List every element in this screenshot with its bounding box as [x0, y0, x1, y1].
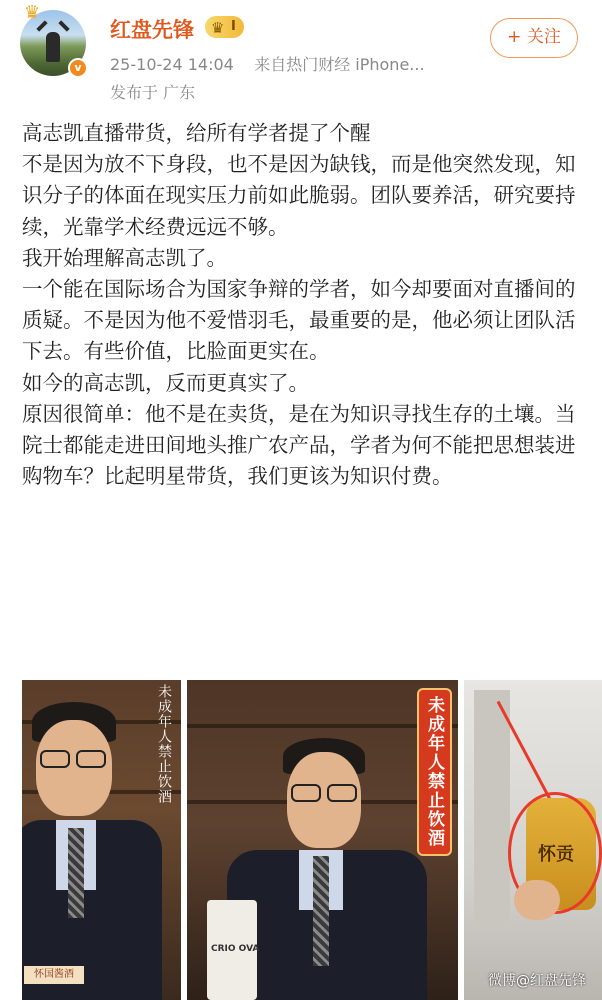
post-paragraph: 不是因为放不下身段，也不是因为缺钱，而是他突然发现，知识分子的体面在现实压力前如此脆弱。团队要养活，研究要持续，光靠学术经费远远不够。 — [22, 152, 576, 239]
verified-icon: v — [68, 58, 88, 78]
crown-badge-icon: ♛ — [211, 19, 225, 37]
post-header — [0, 0, 602, 110]
post-paragraph: 如今的高志凯，反而更真实了。 — [22, 370, 309, 395]
post-timestamp: 25-10-24 14:04 — [110, 55, 234, 74]
post-paragraph: 一个能在国际场合为国家争辩的学者，如今却要面对直播间的质疑。不是因为他不爱惜羽毛，最重要的是，他必须让团队活下去。有些价值，比脸面更实在。 — [22, 277, 576, 364]
watermark: 微博@红盘先锋 — [488, 973, 586, 989]
post-source: 来自热门财经 iPhone... — [254, 55, 425, 74]
post-image-2[interactable] — [187, 680, 458, 1000]
post-image-3[interactable] — [464, 680, 602, 1000]
post-image-1[interactable] — [22, 680, 181, 1000]
image-overlay-text: 未成年人禁止饮酒 — [156, 684, 172, 804]
crown-icon: ♛ — [24, 2, 41, 23]
level-badge[interactable] — [205, 16, 244, 38]
post-content — [22, 118, 582, 492]
post-paragraph: 原因很简单：他不是在卖货，是在为知识寻找生存的土壤。当院士都能走进田间地头推广农产品，学者为何不能把思想装进购物车？比起明星带货，我们更该为知识付费。 — [22, 401, 576, 489]
post-paragraph: 高志凯直播带货，给所有学者提了个醒 — [22, 121, 371, 145]
post-paragraph: 我开始理解高志凯了。 — [22, 245, 227, 270]
jar-label: 怀贡 — [538, 844, 574, 865]
post-location: 发布于 广东 — [110, 83, 196, 102]
follow-button[interactable]: + 关注 — [490, 18, 578, 58]
level-value: I — [231, 19, 236, 34]
post-meta — [110, 52, 425, 75]
brand-label: 怀国酱酒 — [24, 966, 84, 984]
image-overlay-text: 未成年人禁止饮酒 — [417, 688, 452, 856]
username[interactable]: 红盘先锋 — [110, 18, 194, 42]
image-gallery — [22, 680, 602, 1000]
avatar[interactable] — [20, 2, 86, 76]
bottle-label: CRIO OVA — [211, 944, 260, 954]
